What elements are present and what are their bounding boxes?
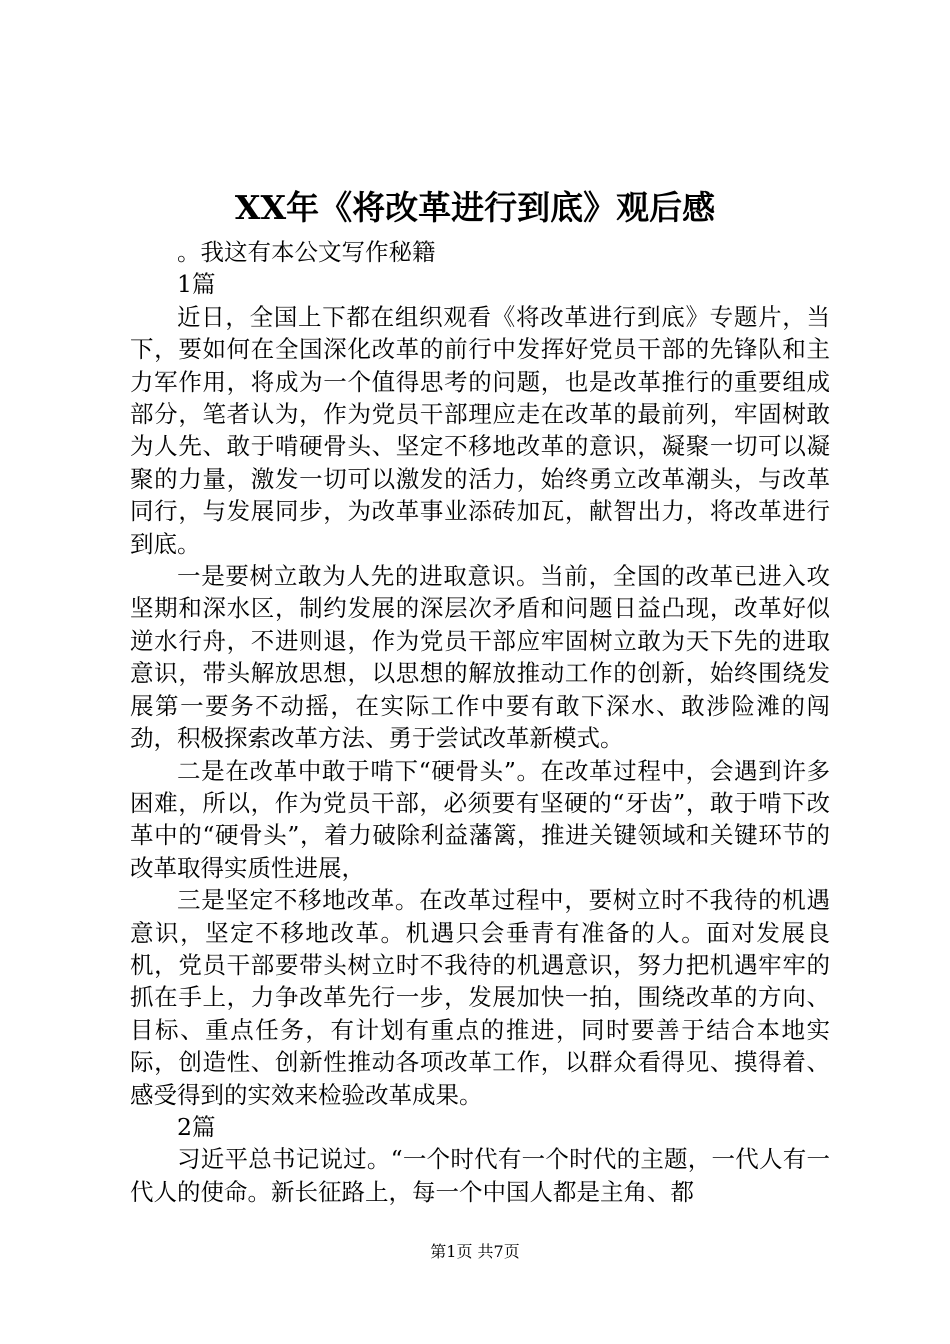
paragraph: 二是在改革中敢于啃下“硬骨头”。在改革过程中，会遇到许多困难，所以，作为党员干部，必须要有坚硬的“牙齿”，敢于啃下改革中的“硬骨头”，着力破除利益藩篱，推进关键领域和关键环节的改革取得实质性进展，: [130, 756, 830, 882]
paragraph: 近日，全国上下都在组织观看《将改革进行到底》专题片，当下，要如何在全国深化改革的前行中发挥好党员干部的先锋队和主力军作用，将成为一个值得思考的问题，也是改革推行的重要组成部分，笔者认为，作为党员干部理应走在改革的最前列，牢固树敢为人先、敢于啃硬骨头、坚定不移地改革的意识，凝聚一切可以凝聚的力量，激发一切可以激发的活力，始终勇立改革潮头，与改革同行，与发展同步，为改革事业添砖加瓦，献智出力，将改革进行到底。: [130, 302, 830, 558]
document-body: [130, 236, 830, 1208]
section-label-2: 2篇: [177, 1112, 216, 1141]
document-title: XX年《将改革进行到底》观后感: [234, 188, 716, 227]
paragraph: 习近平总书记说过。“一个时代有一个时代的主题，一代人有一代人的使命。新长征路上，每一个中国人都是主角、都: [130, 1145, 830, 1206]
section-label-1: 1篇: [177, 270, 216, 299]
paragraph: 一是要树立敢为人先的进取意识。当前，全国的改革已进入攻坚期和深水区，制约发展的深层次矛盾和问题日益凸现，改革好似逆水行舟，不进则退，作为党员干部应牢固树立敢为天下先的进取意识，带头解放思想，以思想的解放推动工作的创新，始终围绕发展第一要务不动摇，在实际工作中要有敢下深水、敢涉险滩的闯劲，积极探索改革方法、勇于尝试改革新模式。: [130, 562, 830, 753]
paragraph: 三是坚定不移地改革。在改革过程中，要树立时不我待的机遇意识，坚定不移地改革。机遇只会垂青有准备的人。面对发展良机，党员干部要带头树立时不我待的机遇意识，努力把机遇牢牢的抓在手上，力争改革先行一步，发展加快一拍，围绕改革的方向、目标、重点任务，有计划有重点的推进，同时要善于结合本地实际，创造性、创新性推动各项改革工作，以群众看得见、摸得着、感受得到的实效来检验改革成果。: [130, 886, 830, 1109]
page-number-footer: 第1页 共7页: [430, 1242, 520, 1261]
intro-line: 。我这有本公文写作秘籍: [177, 238, 436, 266]
